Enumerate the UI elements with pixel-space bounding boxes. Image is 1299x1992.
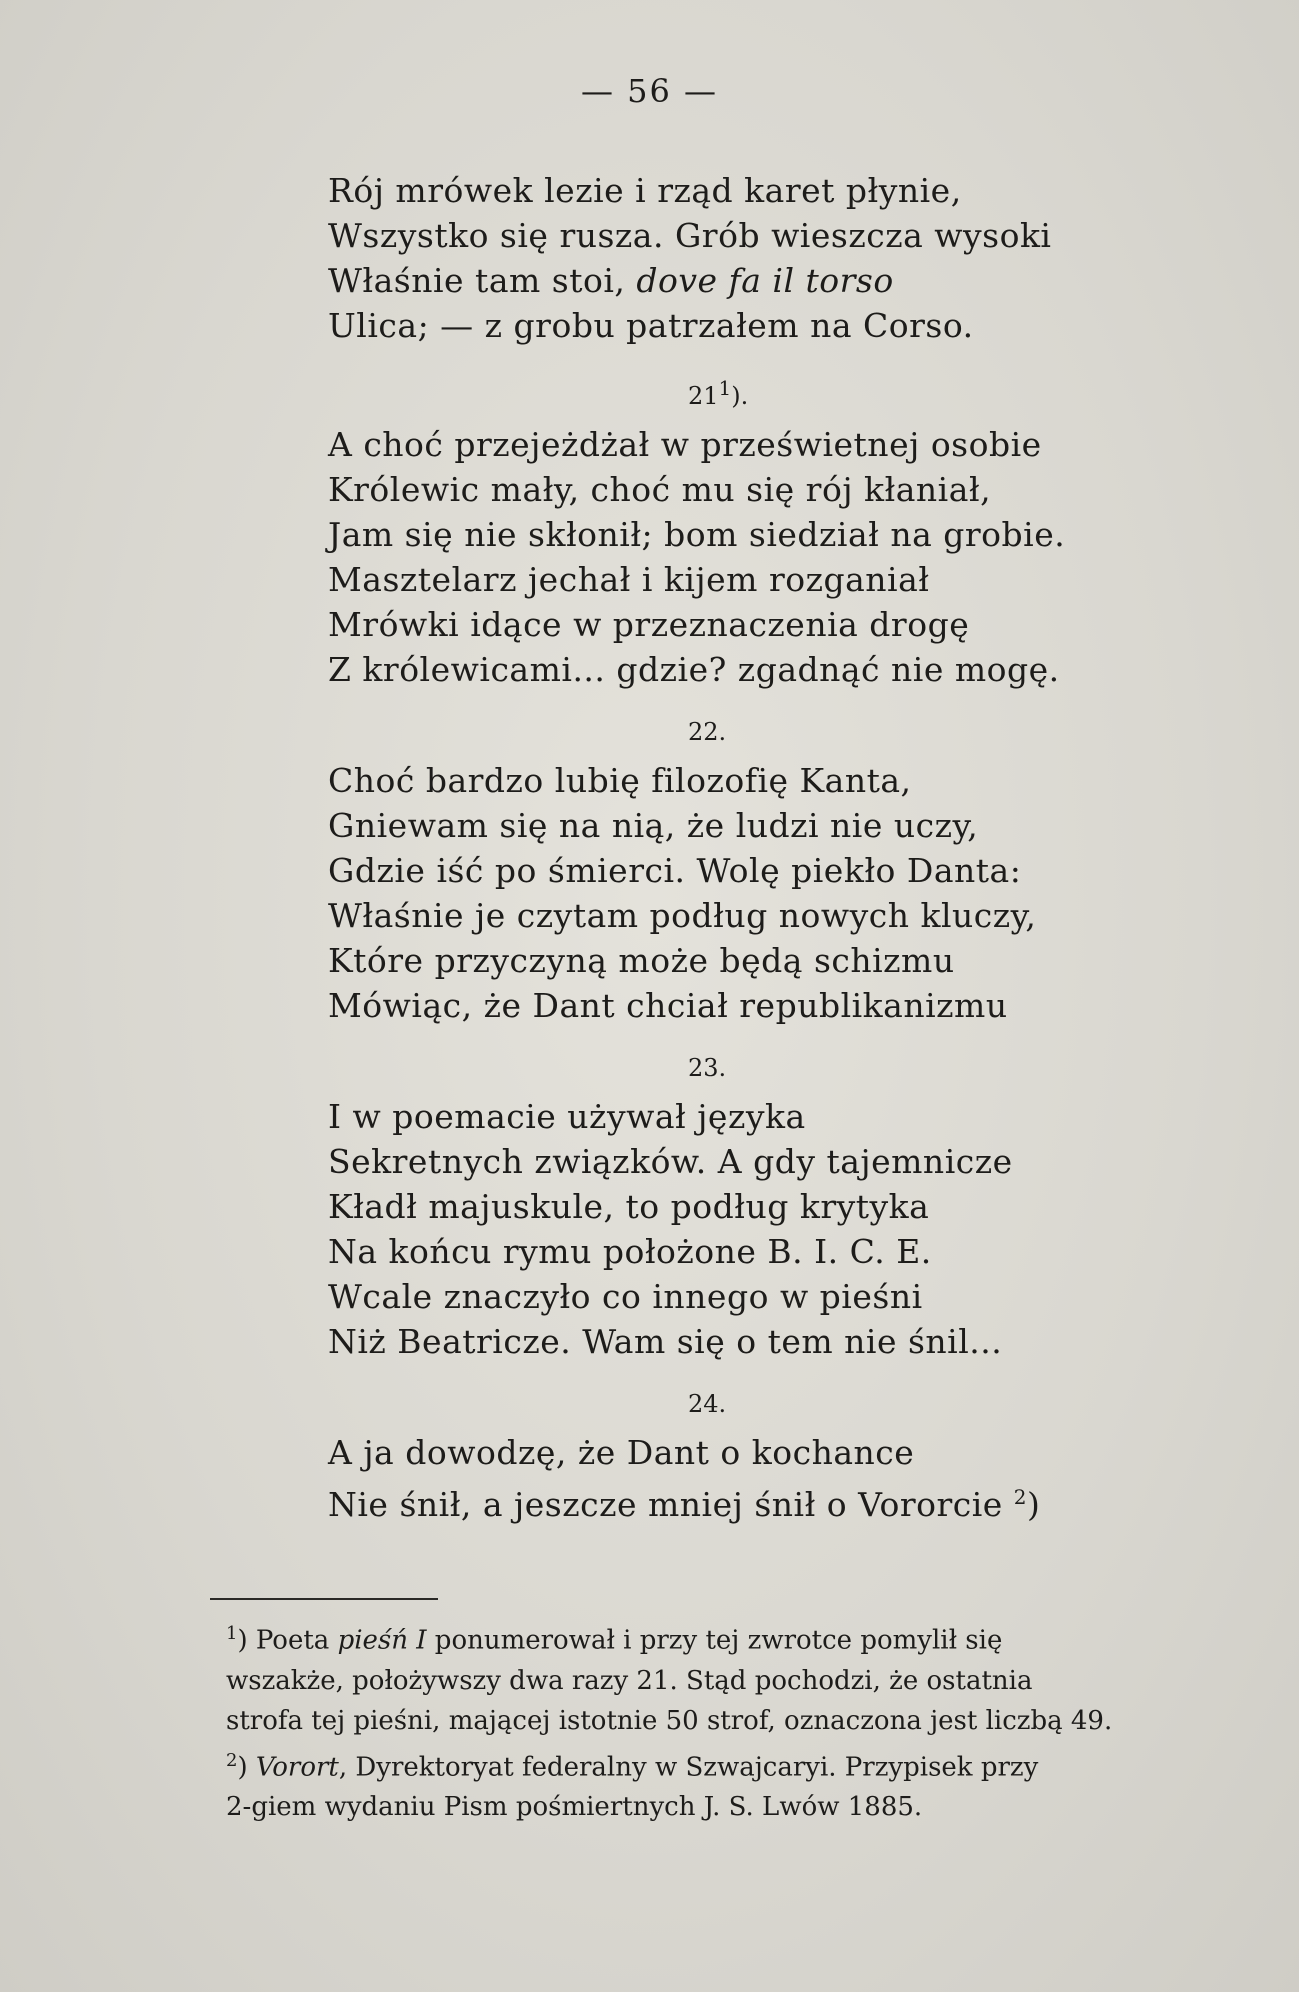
poem	[328, 168, 1228, 1527]
footnote-ref: 2	[1013, 1485, 1028, 1509]
verse-line: Gniewam się na nią, że ludzi nie uczy,	[328, 806, 979, 845]
verse-line: Właśnie tam stoi, dove fa il torso	[328, 261, 894, 300]
stanza-24	[328, 1384, 1228, 1527]
footnotes	[226, 1614, 1241, 1827]
verse-line: Królewic mały, choć mu się rój kłaniał,	[328, 470, 992, 509]
verse-line: Wcale znaczyło co innego w pieśni	[328, 1277, 923, 1316]
stanza-21	[328, 368, 1228, 692]
stanza-22	[328, 712, 1228, 1028]
stanza-number: 23.	[688, 1054, 727, 1082]
verse-line: Jam się nie skłonił; bom siedział na grobie.	[328, 515, 1066, 554]
verse-line: Właśnie je czytam podług nowych kluczy,	[328, 896, 1037, 935]
stanza-continuation	[328, 168, 1228, 348]
verse-line: Rój mrówek lezie i rząd karet płynie,	[328, 171, 962, 210]
footnote-marker: 2	[226, 1749, 238, 1771]
verse-line: Ulica; — z grobu patrzałem na Corso.	[328, 306, 974, 345]
verse-line: I w poemacie używał języka	[328, 1097, 806, 1136]
verse-line: Kładł majuskule, to podług krytyka	[328, 1187, 930, 1226]
footnote-line: strofa tej pieśni, mającej istotnie 50 strof, oznaczona jest liczbą 49.	[226, 1705, 1113, 1736]
footnote-2: $^2$) Vorort, Dyrektoryat federalny w Szwajcaryi. Przypisek przy	[226, 1749, 1039, 1783]
verse-line: Wszystko się rusza. Grób wieszcza wysoki	[328, 216, 1052, 255]
footnote-ref: 1	[718, 376, 732, 400]
footnote-marker: 1	[226, 1623, 238, 1644]
footnote-1: $^1$) Poeta pieśń I ponumerował i przy tej zwrotce pomylił się	[226, 1623, 1003, 1656]
verse-line: A ja dowodzę, że Dant o kochance	[328, 1433, 915, 1472]
verse-line: Na końcu rymu położone B. I. C. E.	[328, 1232, 932, 1271]
verse-line: Niż Beatricze. Wam się o tem nie śnil...	[328, 1322, 1003, 1361]
stanza-number: 24.	[688, 1390, 727, 1418]
verse-line: Masztelarz jechał i kijem rozganiał	[328, 560, 930, 599]
verse-line: Gdzie iść po śmierci. Wolę piekło Danta:	[328, 851, 1022, 890]
stanza-number: $21^1$).	[688, 376, 749, 410]
verse-line: Nie śnił, a jeszcze mniej śnił o Vororcie $^2$)	[328, 1485, 1041, 1524]
verse-line: Sekretnych związków. A gdy tajemnicze	[328, 1142, 1013, 1181]
footnote-line: 2-giem wydaniu Pism pośmiertnych J. S. Lwów 1885.	[226, 1792, 923, 1823]
verse-line: Które przyczyną może będą schizmu	[328, 941, 955, 980]
verse-line: Choć bardzo lubię filozofię Kanta,	[328, 761, 912, 800]
stanza-number: 22.	[688, 718, 727, 746]
italic-phrase: dove fa il torso	[636, 261, 894, 300]
verse-line: A choć przejeżdżał w prześwietnej osobie	[328, 425, 1042, 464]
footnote-line: wszakże, położywszy dwa razy 21. Stąd pochodzi, że ostatnia	[226, 1665, 1033, 1696]
page-number: — 56 —	[580, 72, 719, 110]
verse-line: Mrówki idące w przeznaczenia drogę	[328, 605, 970, 644]
verse-line: Z królewicami... gdzie? zgadnąć nie mogę.	[328, 650, 1060, 689]
footnote-divider	[210, 1598, 438, 1600]
stanza-23	[328, 1048, 1228, 1364]
verse-line: Mówiąc, że Dant chciał republikanizmu	[328, 986, 1008, 1025]
